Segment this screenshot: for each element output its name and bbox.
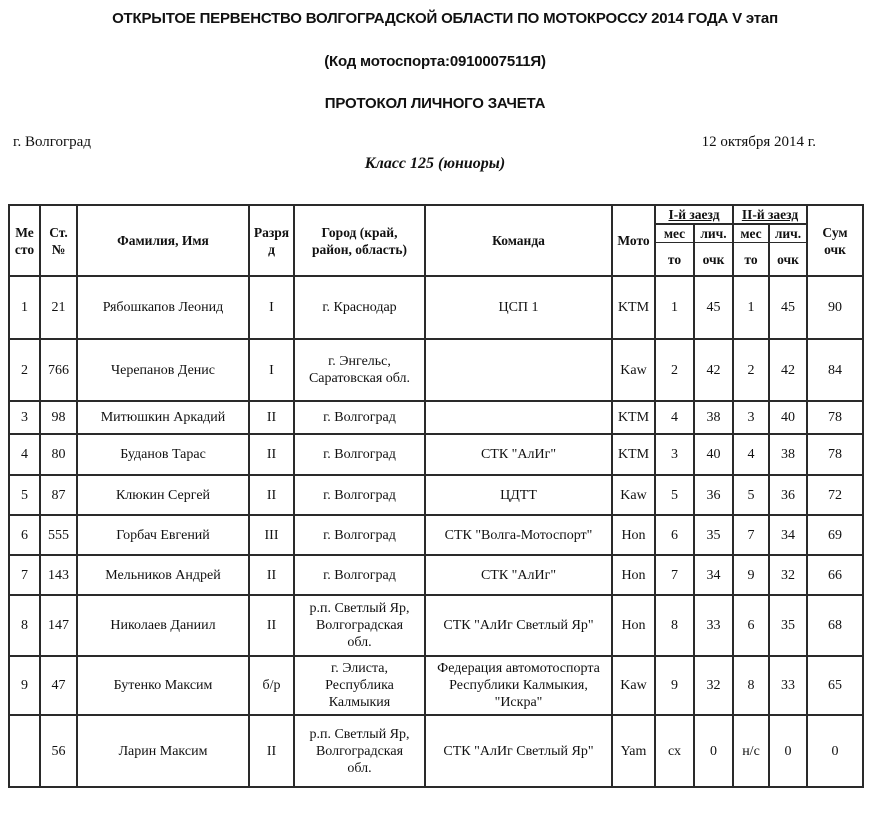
cell-rank: II [249, 401, 294, 434]
cell-city-line: г. Волгоград [323, 527, 396, 543]
cell-start-no: 766 [40, 339, 77, 401]
cell-name: Горбач Евгений [77, 515, 249, 555]
cell-run2-place: 1 [733, 276, 769, 339]
cell-city [294, 475, 425, 515]
cell-sum: 84 [807, 339, 863, 401]
cell-run2-place: 8 [733, 656, 769, 715]
cell-run2-points: 42 [769, 339, 807, 401]
header-place: Ме сто [9, 205, 40, 276]
cell-run2-place: 6 [733, 595, 769, 656]
cell-moto: KTM [612, 434, 655, 475]
cell-run1-place: 5 [655, 475, 694, 515]
header-rank: Разря д [249, 205, 294, 276]
cell-run2-place: 9 [733, 555, 769, 595]
cell-city [294, 434, 425, 475]
cell-run2-points: 45 [769, 276, 807, 339]
cell-place: 3 [9, 401, 40, 434]
cell-team-line: СТК "АлИг Светлый Яр" [443, 618, 594, 633]
cell-moto: KTM [612, 401, 655, 434]
cell-run1-points: 33 [694, 595, 733, 656]
cell-city [294, 276, 425, 339]
cell-run2-place: 7 [733, 515, 769, 555]
cell-run1-place: 7 [655, 555, 694, 595]
cell-moto: Yam [612, 715, 655, 787]
header-run2: II-й заезд [733, 205, 807, 224]
cell-team-line: Республики Калмыкия, [449, 678, 588, 693]
cell-start-no: 21 [40, 276, 77, 339]
cell-run1-points: 32 [694, 656, 733, 715]
cell-city [294, 656, 425, 715]
cell-rank: II [249, 595, 294, 656]
table-row [9, 401, 863, 434]
cell-sum: 65 [807, 656, 863, 715]
cell-run1-place: 1 [655, 276, 694, 339]
cell-rank: II [249, 434, 294, 475]
table-row [9, 276, 863, 339]
header-team: Команда [425, 205, 612, 276]
cell-team [425, 715, 612, 787]
cell-team [425, 595, 612, 656]
cell-rank: II [249, 715, 294, 787]
table-row [9, 595, 863, 656]
cell-team-line: "Искра" [494, 695, 543, 710]
cell-run2-points: 34 [769, 515, 807, 555]
cell-run1-place: 2 [655, 339, 694, 401]
table-row [9, 475, 863, 515]
cell-city [294, 715, 425, 787]
cell-moto: Kaw [612, 339, 655, 401]
cell-run1-place: 8 [655, 595, 694, 656]
cell-team [425, 434, 612, 475]
cell-team [425, 515, 612, 555]
cell-city [294, 595, 425, 656]
cell-start-no: 80 [40, 434, 77, 475]
cell-sum: 0 [807, 715, 863, 787]
cell-city-line: р.п. Светлый Яр, [309, 601, 410, 616]
header-run1: I-й заезд [655, 205, 733, 224]
cell-city-line: обл. [347, 635, 372, 650]
cell-run1-points: 35 [694, 515, 733, 555]
cell-city-line: Республика [325, 678, 394, 693]
cell-run1-points: 40 [694, 434, 733, 475]
event-city: г. Волгоград [13, 134, 91, 150]
cell-team [425, 656, 612, 715]
cell-place: 9 [9, 656, 40, 715]
cell-name: Мельников Андрей [77, 555, 249, 595]
cell-team-line: СТК "Волга-Мотоспорт" [444, 527, 593, 543]
header-run2-place-top: мес [733, 224, 769, 243]
header-moto: Мото [612, 205, 655, 276]
cell-team-line: ЦСП 1 [498, 300, 539, 315]
cell-name: Митюшкин Аркадий [77, 401, 249, 434]
cell-sum: 78 [807, 434, 863, 475]
cell-place: 8 [9, 595, 40, 656]
cell-run1-place: 6 [655, 515, 694, 555]
cell-sum: 66 [807, 555, 863, 595]
cell-run1-place: 4 [655, 401, 694, 434]
cell-name: Николаев Даниил [77, 595, 249, 656]
cell-run1-points: 42 [694, 339, 733, 401]
cell-city-line: г. Волгоград [323, 410, 396, 425]
cell-run2-place: 4 [733, 434, 769, 475]
cell-rank: III [249, 515, 294, 555]
header-sum: Сум очк [807, 205, 863, 276]
cell-name: Бутенко Максим [77, 656, 249, 715]
cell-city-line: г. Элиста, [331, 661, 388, 676]
cell-start-no: 143 [40, 555, 77, 595]
table-row [9, 656, 863, 715]
cell-name: Ларин Максим [77, 715, 249, 787]
cell-place: 5 [9, 475, 40, 515]
cell-city-line: г. Волгоград [323, 447, 396, 462]
cell-moto: Hon [612, 555, 655, 595]
cell-rank: II [249, 555, 294, 595]
cell-city-line: Волгоградская [315, 618, 404, 633]
document-title: ОТКРЫТОЕ ПЕРВЕНСТВО ВОЛГОГРАДСКОЙ ОБЛАСТИ ПО МОТОКРОССУ 2014 ГОДА V этап [112, 10, 778, 27]
cell-place: 2 [9, 339, 40, 401]
header-run1-place-top: мес [655, 224, 694, 243]
cell-team [425, 401, 612, 434]
cell-sum: 68 [807, 595, 863, 656]
sport-code: (Код мотоспорта:0910007511Я) [324, 53, 546, 70]
cell-sum: 72 [807, 475, 863, 515]
table-row [9, 715, 863, 787]
cell-sum: 90 [807, 276, 863, 339]
cell-city-line: Волгоградская [315, 743, 404, 759]
cell-city [294, 339, 425, 401]
cell-city-line: г. Волгоград [323, 567, 396, 583]
cell-moto: KTM [612, 276, 655, 339]
cell-start-no: 147 [40, 595, 77, 656]
cell-city [294, 555, 425, 595]
cell-team-line: СТК "АлИг" [480, 447, 557, 462]
cell-run1-points: 36 [694, 475, 733, 515]
cell-run1-place: 3 [655, 434, 694, 475]
cell-place: 6 [9, 515, 40, 555]
cell-run1-points: 0 [694, 715, 733, 787]
cell-name: Клюкин Сергей [77, 475, 249, 515]
cell-city-line: г. Волгоград [323, 487, 396, 503]
cell-team-line: ЦДТТ [500, 487, 537, 503]
cell-run2-points: 40 [769, 401, 807, 434]
header-start-no: Ст. № [40, 205, 77, 276]
cell-city-line: г. Краснодар [322, 300, 397, 315]
cell-rank: I [249, 276, 294, 339]
cell-rank: II [249, 475, 294, 515]
table-row [9, 555, 863, 595]
cell-run2-place: н/с [733, 715, 769, 787]
cell-city-line: р.п. Светлый Яр, [309, 726, 410, 742]
event-date: 12 октября 2014 г. [701, 134, 816, 150]
cell-run2-points: 33 [769, 656, 807, 715]
cell-run1-place: сх [655, 715, 694, 787]
cell-team [425, 475, 612, 515]
cell-team-line: СТК "АлИг" [480, 567, 557, 583]
cell-team [425, 339, 612, 401]
results-table [8, 204, 864, 788]
cell-team-line: СТК "АлИг Светлый Яр" [443, 743, 594, 759]
cell-sum: 78 [807, 401, 863, 434]
header-run1-place-bottom: то [655, 243, 694, 277]
cell-run1-points: 34 [694, 555, 733, 595]
cell-name: Буданов Тарас [77, 434, 249, 475]
cell-start-no: 87 [40, 475, 77, 515]
table-row [9, 434, 863, 475]
table-row [9, 339, 863, 401]
cell-moto: Kaw [612, 475, 655, 515]
cell-run1-place: 9 [655, 656, 694, 715]
cell-place: 4 [9, 434, 40, 475]
cell-place: 1 [9, 276, 40, 339]
protocol-title: ПРОТОКОЛ ЛИЧНОГО ЗАЧЕТА [324, 95, 546, 112]
cell-run2-place: 2 [733, 339, 769, 401]
header-run2-points-top: лич. [769, 224, 807, 243]
cell-name: Рябошкапов Леонид [77, 276, 249, 339]
cell-run2-place: 5 [733, 475, 769, 515]
cell-team-line: Федерация автомотоспорта [437, 661, 600, 676]
header-run1-points-bottom: очк [694, 243, 733, 277]
cell-team [425, 555, 612, 595]
cell-place: 7 [9, 555, 40, 595]
class-title: Класс 125 (юниоры) [364, 155, 506, 172]
cell-run2-points: 32 [769, 555, 807, 595]
cell-city-line: г. Энгельс, [328, 354, 391, 369]
cell-start-no: 555 [40, 515, 77, 555]
cell-sum: 69 [807, 515, 863, 555]
cell-run2-points: 38 [769, 434, 807, 475]
cell-city [294, 401, 425, 434]
cell-start-no: 98 [40, 401, 77, 434]
cell-start-no: 56 [40, 715, 77, 787]
cell-team [425, 276, 612, 339]
cell-place [9, 715, 40, 787]
cell-run2-points: 36 [769, 475, 807, 515]
header-run2-place-bottom: то [733, 243, 769, 277]
cell-rank: I [249, 339, 294, 401]
cell-city [294, 515, 425, 555]
cell-run2-place: 3 [733, 401, 769, 434]
header-run2-points-bottom: очк [769, 243, 807, 277]
cell-name: Черепанов Денис [77, 339, 249, 401]
cell-city-line: обл. [347, 760, 372, 776]
header-city: Город (край, район, область) [294, 205, 425, 276]
cell-moto: Hon [612, 515, 655, 555]
cell-city-line: Саратовская обл. [308, 371, 411, 386]
header-run1-points-top: лич. [694, 224, 733, 243]
cell-moto: Hon [612, 595, 655, 656]
cell-start-no: 47 [40, 656, 77, 715]
cell-run2-points: 0 [769, 715, 807, 787]
cell-run1-points: 38 [694, 401, 733, 434]
table-row [9, 515, 863, 555]
header-name: Фамилия, Имя [77, 205, 249, 276]
cell-run1-points: 45 [694, 276, 733, 339]
cell-run2-points: 35 [769, 595, 807, 656]
cell-moto: Kaw [612, 656, 655, 715]
cell-city-line: Калмыкия [328, 695, 391, 710]
cell-rank: б/р [249, 656, 294, 715]
